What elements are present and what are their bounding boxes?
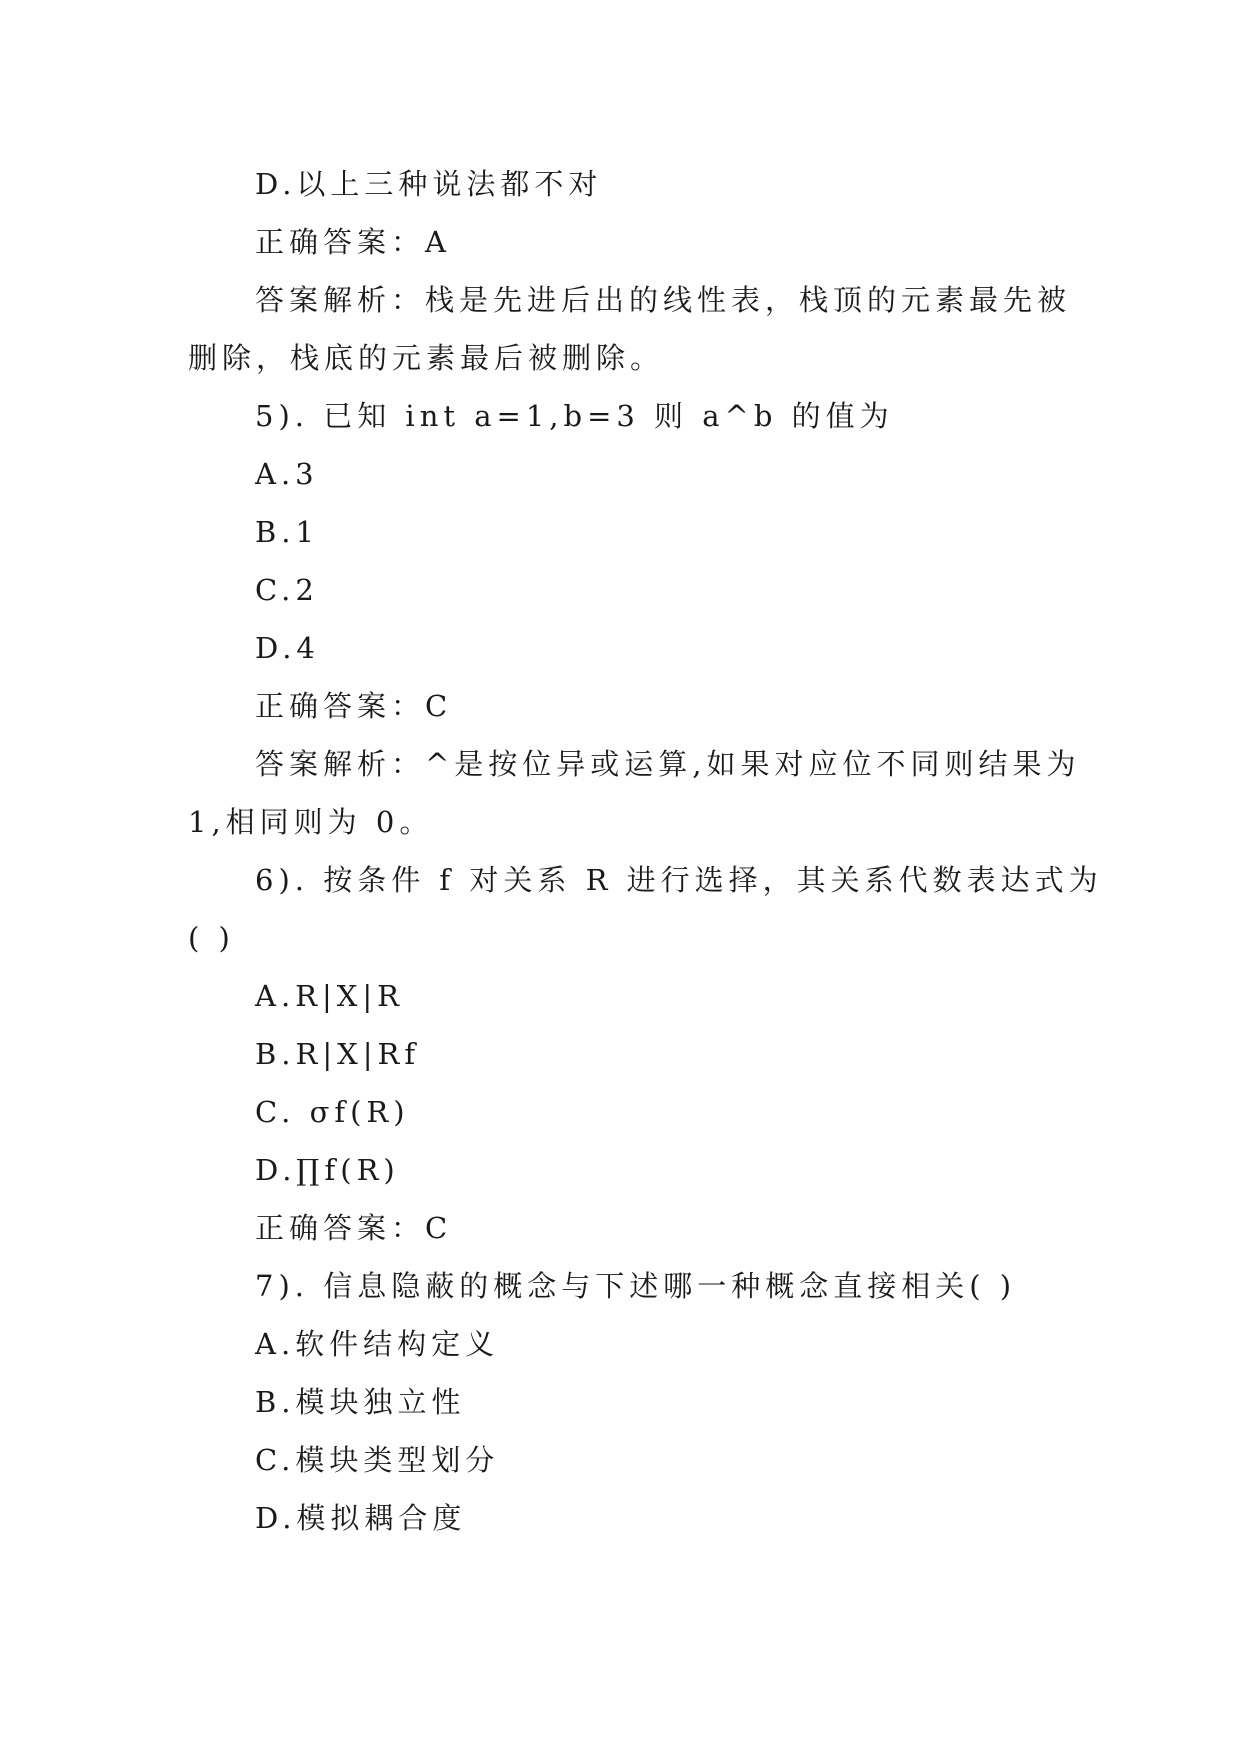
q5-correct-answer: 正确答案：C [255, 689, 453, 723]
q5-explanation: 答案解析：^是按位异或运算,如果对应位不同则结果为 [255, 747, 1081, 781]
q4-explanation: 答案解析：栈是先进后出的线性表，栈顶的元素最先被 [255, 283, 1072, 317]
q5-option-d: D.4 [255, 631, 320, 665]
q7-option-c: C.模块类型划分 [255, 1443, 500, 1477]
q6-question: 6). 按条件 f 对关系 R 进行选择，其关系代数表达式为 [255, 863, 1103, 897]
q5-question: 5). 已知 int a=1,b=3 则 a^b 的值为 [255, 399, 894, 433]
q5-explanation-cont: 1,相同则为 0。 [188, 805, 434, 839]
q6-option-b: B.R|X|Rf [255, 1037, 421, 1071]
q6-option-a: A.R|X|R [255, 979, 405, 1013]
q6-correct-answer: 正确答案：C [255, 1211, 453, 1245]
q4-correct-answer: 正确答案：A [255, 225, 451, 259]
q5-option-c: C.2 [255, 573, 319, 607]
q4-option-d: D.以上三种说法都不对 [255, 167, 603, 201]
q5-option-a: A.3 [255, 457, 319, 491]
q7-question: 7). 信息隐蔽的概念与下述哪一种概念直接相关( ) [255, 1269, 1017, 1303]
q4-explanation-cont: 删除，栈底的元素最后被删除。 [188, 341, 665, 375]
q7-option-d: D.模拟耦合度 [255, 1501, 467, 1535]
q5-option-b: B.1 [255, 515, 319, 549]
q6-option-d: D.∏f(R) [255, 1153, 400, 1187]
q7-option-b: B.模块独立性 [255, 1385, 466, 1419]
q6-option-c: C. σf(R) [255, 1095, 410, 1129]
q6-question-cont: ( ) [188, 921, 235, 955]
q7-option-a: A.软件结构定义 [255, 1327, 500, 1361]
